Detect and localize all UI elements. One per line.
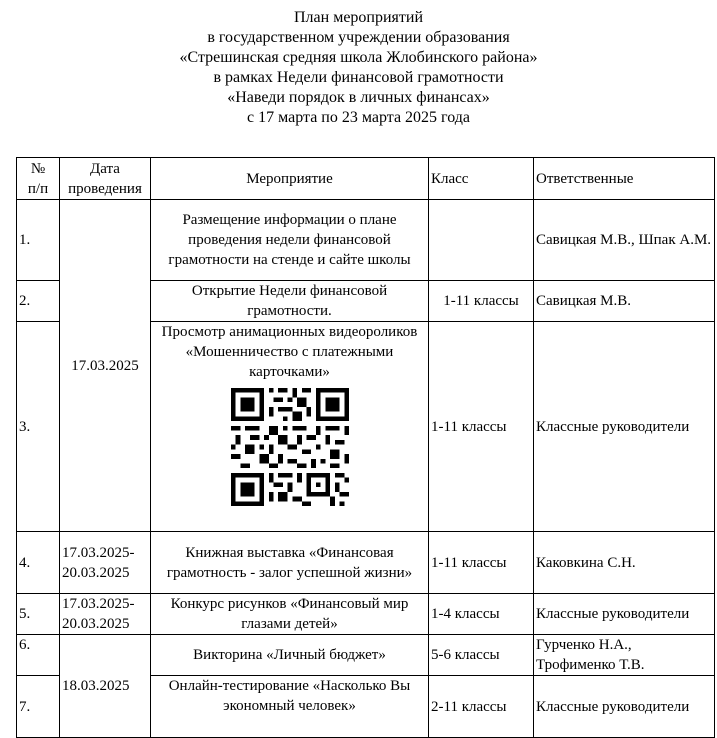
col-header-num [17, 158, 60, 200]
row-date-line-1: 17.03.2025- [62, 544, 135, 561]
col-header-class: Класс [429, 158, 534, 200]
document-header [0, 8, 717, 128]
row-class: 1-11 классы [429, 281, 534, 322]
row-class: 1-11 классы [429, 532, 534, 594]
row-event: Викторина «Личный бюджет» [151, 635, 429, 676]
header-line-2: в государственном учреждении образования [207, 29, 510, 46]
row-num: 1. [17, 200, 60, 281]
col-header-event: Мероприятие [151, 158, 429, 200]
row-date [60, 594, 151, 635]
row-class: 1-4 классы [429, 594, 534, 635]
row-responsible: Классные руководители [534, 594, 715, 635]
row-event: Размещение информации о плане проведения недели финансовой грамотности на стенде и сайте школы [151, 200, 429, 281]
row-responsible: Классные руководители [534, 322, 715, 532]
row-responsible: Гурченко Н.А., Трофименко Т.В. [534, 635, 715, 676]
table-row [17, 532, 715, 594]
row-num: 6. [17, 635, 60, 676]
header-line-6: с 17 марта по 23 марта 2025 года [247, 109, 470, 126]
row-num: 3. [17, 322, 60, 532]
table-row [17, 635, 715, 676]
row-responsible: Классные руководители [534, 676, 715, 738]
row-date-line-2: 20.03.2025 [62, 564, 130, 581]
col-header-num-bottom: п/п [27, 180, 49, 197]
row-event: Открытие Недели финансовой грамотности. [151, 281, 429, 322]
row-date [60, 532, 151, 594]
row-responsible: Савицкая М.В. [534, 281, 715, 322]
row-num: 7. [17, 676, 60, 738]
header-line-5: «Наведи порядок в личных финансах» [227, 89, 490, 106]
header-line-4: в рамках Недели финансовой грамотности [213, 69, 504, 86]
row-event-cell [151, 322, 429, 532]
row-date: 17.03.2025 [60, 200, 151, 532]
row-date: 18.03.2025 [60, 635, 151, 738]
row-event: Конкурс рисунков «Финансовый мир глазами детей» [151, 594, 429, 635]
table-row [17, 200, 715, 281]
row-num: 4. [17, 532, 60, 594]
table-row [17, 594, 715, 635]
table-header-row [17, 158, 715, 200]
row-class [429, 200, 534, 281]
row-event: Просмотр анимационных видеороликов «Мошенничество с платежными карточками» [161, 324, 418, 380]
row-event: Книжная выставка «Финансовая грамотность - залог успешной жизни» [151, 532, 429, 594]
header-line-3: «Стрешинская средняя школа Жлобинского района» [179, 49, 538, 66]
row-class: 5-6 классы [429, 635, 534, 676]
row-responsible: Каковкина С.Н. [534, 532, 715, 594]
col-header-date [60, 158, 151, 200]
row-class: 1-11 классы [429, 322, 534, 532]
row-num: 5. [17, 594, 60, 635]
col-header-num-top: № [30, 160, 46, 177]
row-date-line-2: 20.03.2025 [62, 616, 130, 632]
row-num: 2. [17, 281, 60, 322]
events-table [16, 157, 715, 738]
row-date-line-1: 17.03.2025- [62, 596, 135, 612]
row-class: 2-11 классы [429, 676, 534, 738]
col-header-date-bottom: проведения [68, 180, 142, 197]
row-responsible: Савицкая М.В., Шпак А.М. [534, 200, 715, 281]
header-line-1: План мероприятий [293, 9, 424, 26]
col-header-responsible: Ответственные [534, 158, 715, 200]
col-header-date-top: Дата [90, 160, 120, 177]
row-event: Онлайн-тестирование «Насколько Вы экономный человек» [151, 676, 429, 738]
qr-code-icon[interactable] [231, 388, 349, 506]
